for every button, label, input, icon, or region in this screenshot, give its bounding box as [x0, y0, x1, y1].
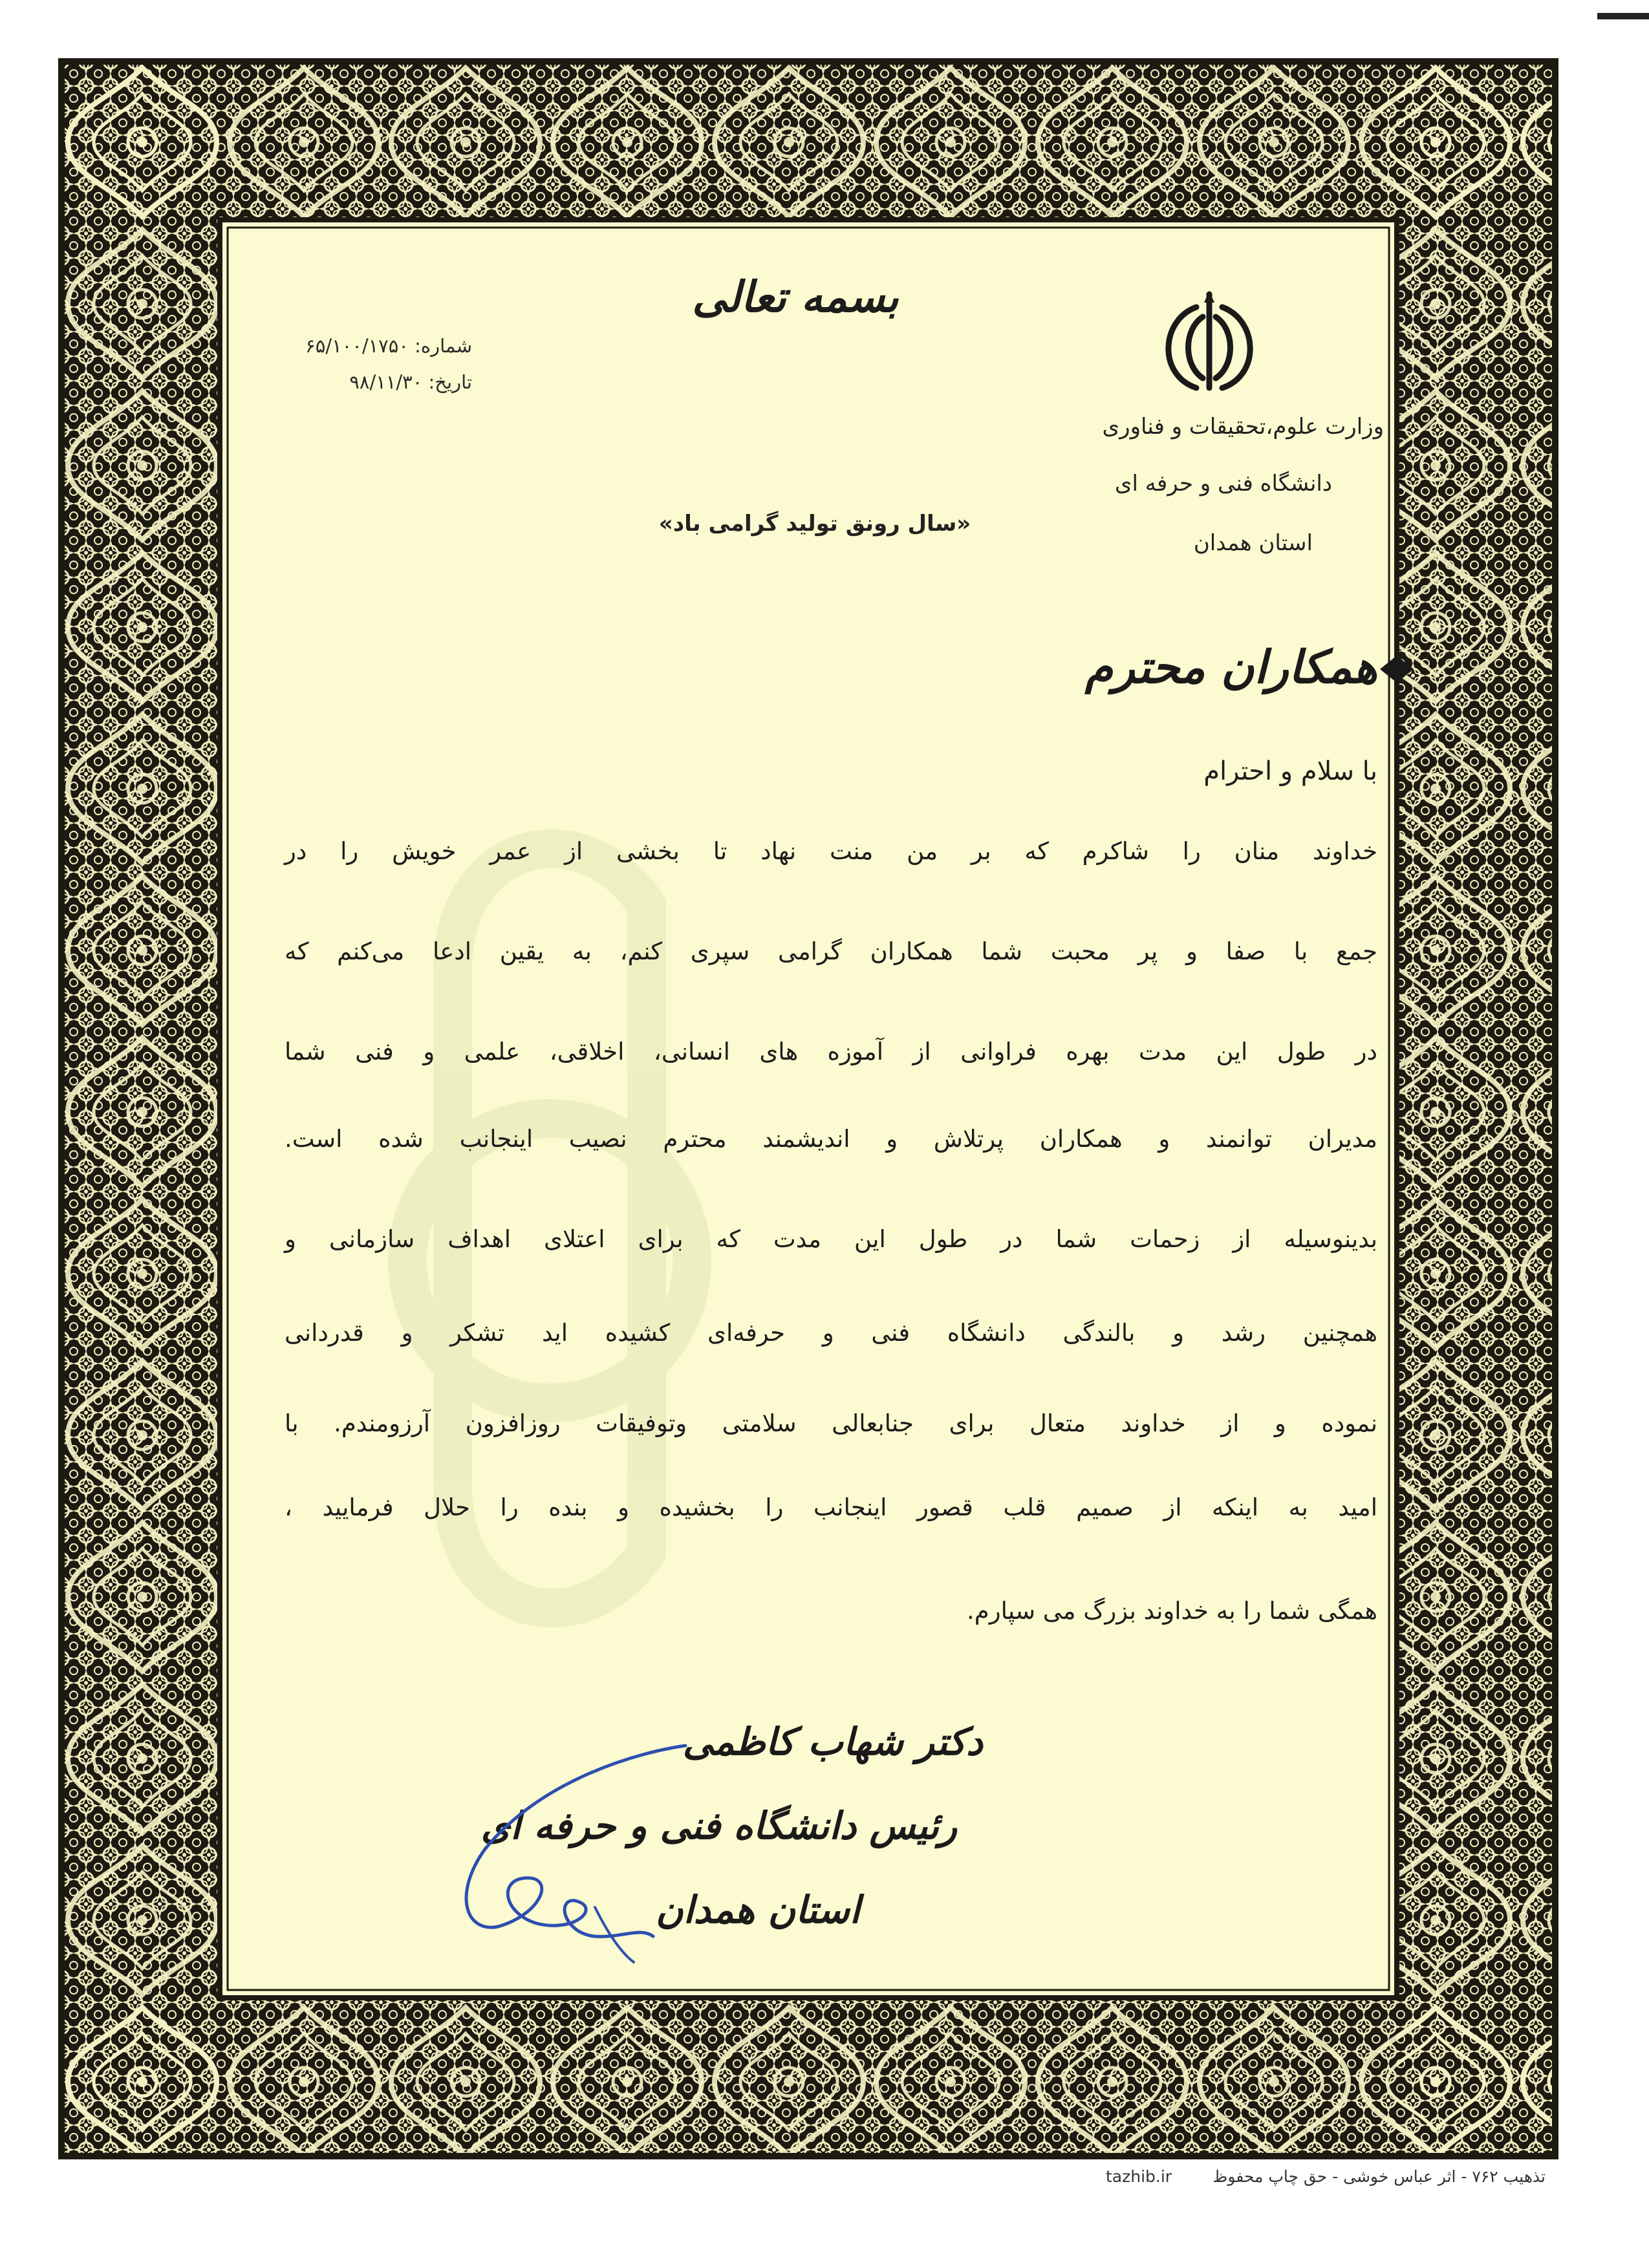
basmala: بسمه تعالی [692, 272, 899, 322]
signatory-province: استان همدان [656, 1888, 860, 1932]
letter-number-value: ۶۵/۱۰۰/۱۷۵۰ [305, 335, 409, 357]
body-line-7: نموده و از خداوند متعال برای جنابعالی سلامتی وتوفیقات روزافزون آرزومندم. با [285, 1409, 1377, 1437]
body-line-4: مدیران توانمند و همکاران پرتلاش و اندیشمند محترم نصیب اینجانب شده است. [285, 1125, 1377, 1153]
letter-number-row [239, 335, 472, 357]
signatory-name: دکتر شهاب کاظمی [682, 1720, 983, 1764]
body-line-1: خداوند منان را شاکرم که بر من منت نهاد تا بخشی از عمر خویش را در [285, 837, 1377, 865]
body-line-5: بدینوسیله از زحمات شما در طول این مدت که برای اعتلای اهداف سازمانی و [285, 1225, 1377, 1253]
date-label: تاریخ: [428, 371, 472, 393]
footer-credit: تذهیب ۷۶۲ - اثر عباس خوشی - حق چاپ محفوظ [1212, 2167, 1546, 2186]
salutation: با سلام و احترام [1203, 756, 1377, 786]
diamond-bullet-icon [1377, 653, 1416, 685]
letter-number-label: شماره: [415, 335, 472, 357]
signatory-title: رئیس دانشگاه فنی و حرفه ای [480, 1804, 957, 1848]
body-line-2: جمع با صفا و پر محبت شما همکاران گرامی سپری کنم، به یقین ادعا می‌کنم که [285, 937, 1377, 965]
greeting-heading: همکاران محترم [1084, 640, 1377, 694]
date-row [239, 371, 472, 393]
body-line-9: همگی شما را به خداوند بزرگ می سپارم. [967, 1597, 1377, 1625]
handwritten-signature [446, 1739, 718, 1998]
body-line-8: امید به اینکه از صمیم قلب قصور اینجانب را بخشیده و بنده را حلال فرمایید ، [285, 1493, 1377, 1521]
year-motto: «سال رونق تولید گرامی باد» [658, 511, 971, 537]
university-name: دانشگاه فنی و حرفه ای [1114, 471, 1332, 497]
province-name: استان همدان [1193, 530, 1313, 556]
body-line-3: در طول این مدت بهره فراوانی از آموزه های انسانی، اخلاقی، علمی و فنی شما [285, 1038, 1377, 1065]
date-value: ۹۸/۱۱/۳۰ [349, 371, 423, 393]
body-line-6: همچنین رشد و بالندگی دانشگاه فنی و حرفه‌ای کشیده اید تشکر و قدردانی [285, 1319, 1377, 1347]
emblem-of-iran-icon [1145, 284, 1274, 398]
footer-website: tazhib.ir [1106, 2167, 1172, 2186]
ministry-name: وزارت علوم،تحقیقات و فناوری [1102, 414, 1384, 440]
